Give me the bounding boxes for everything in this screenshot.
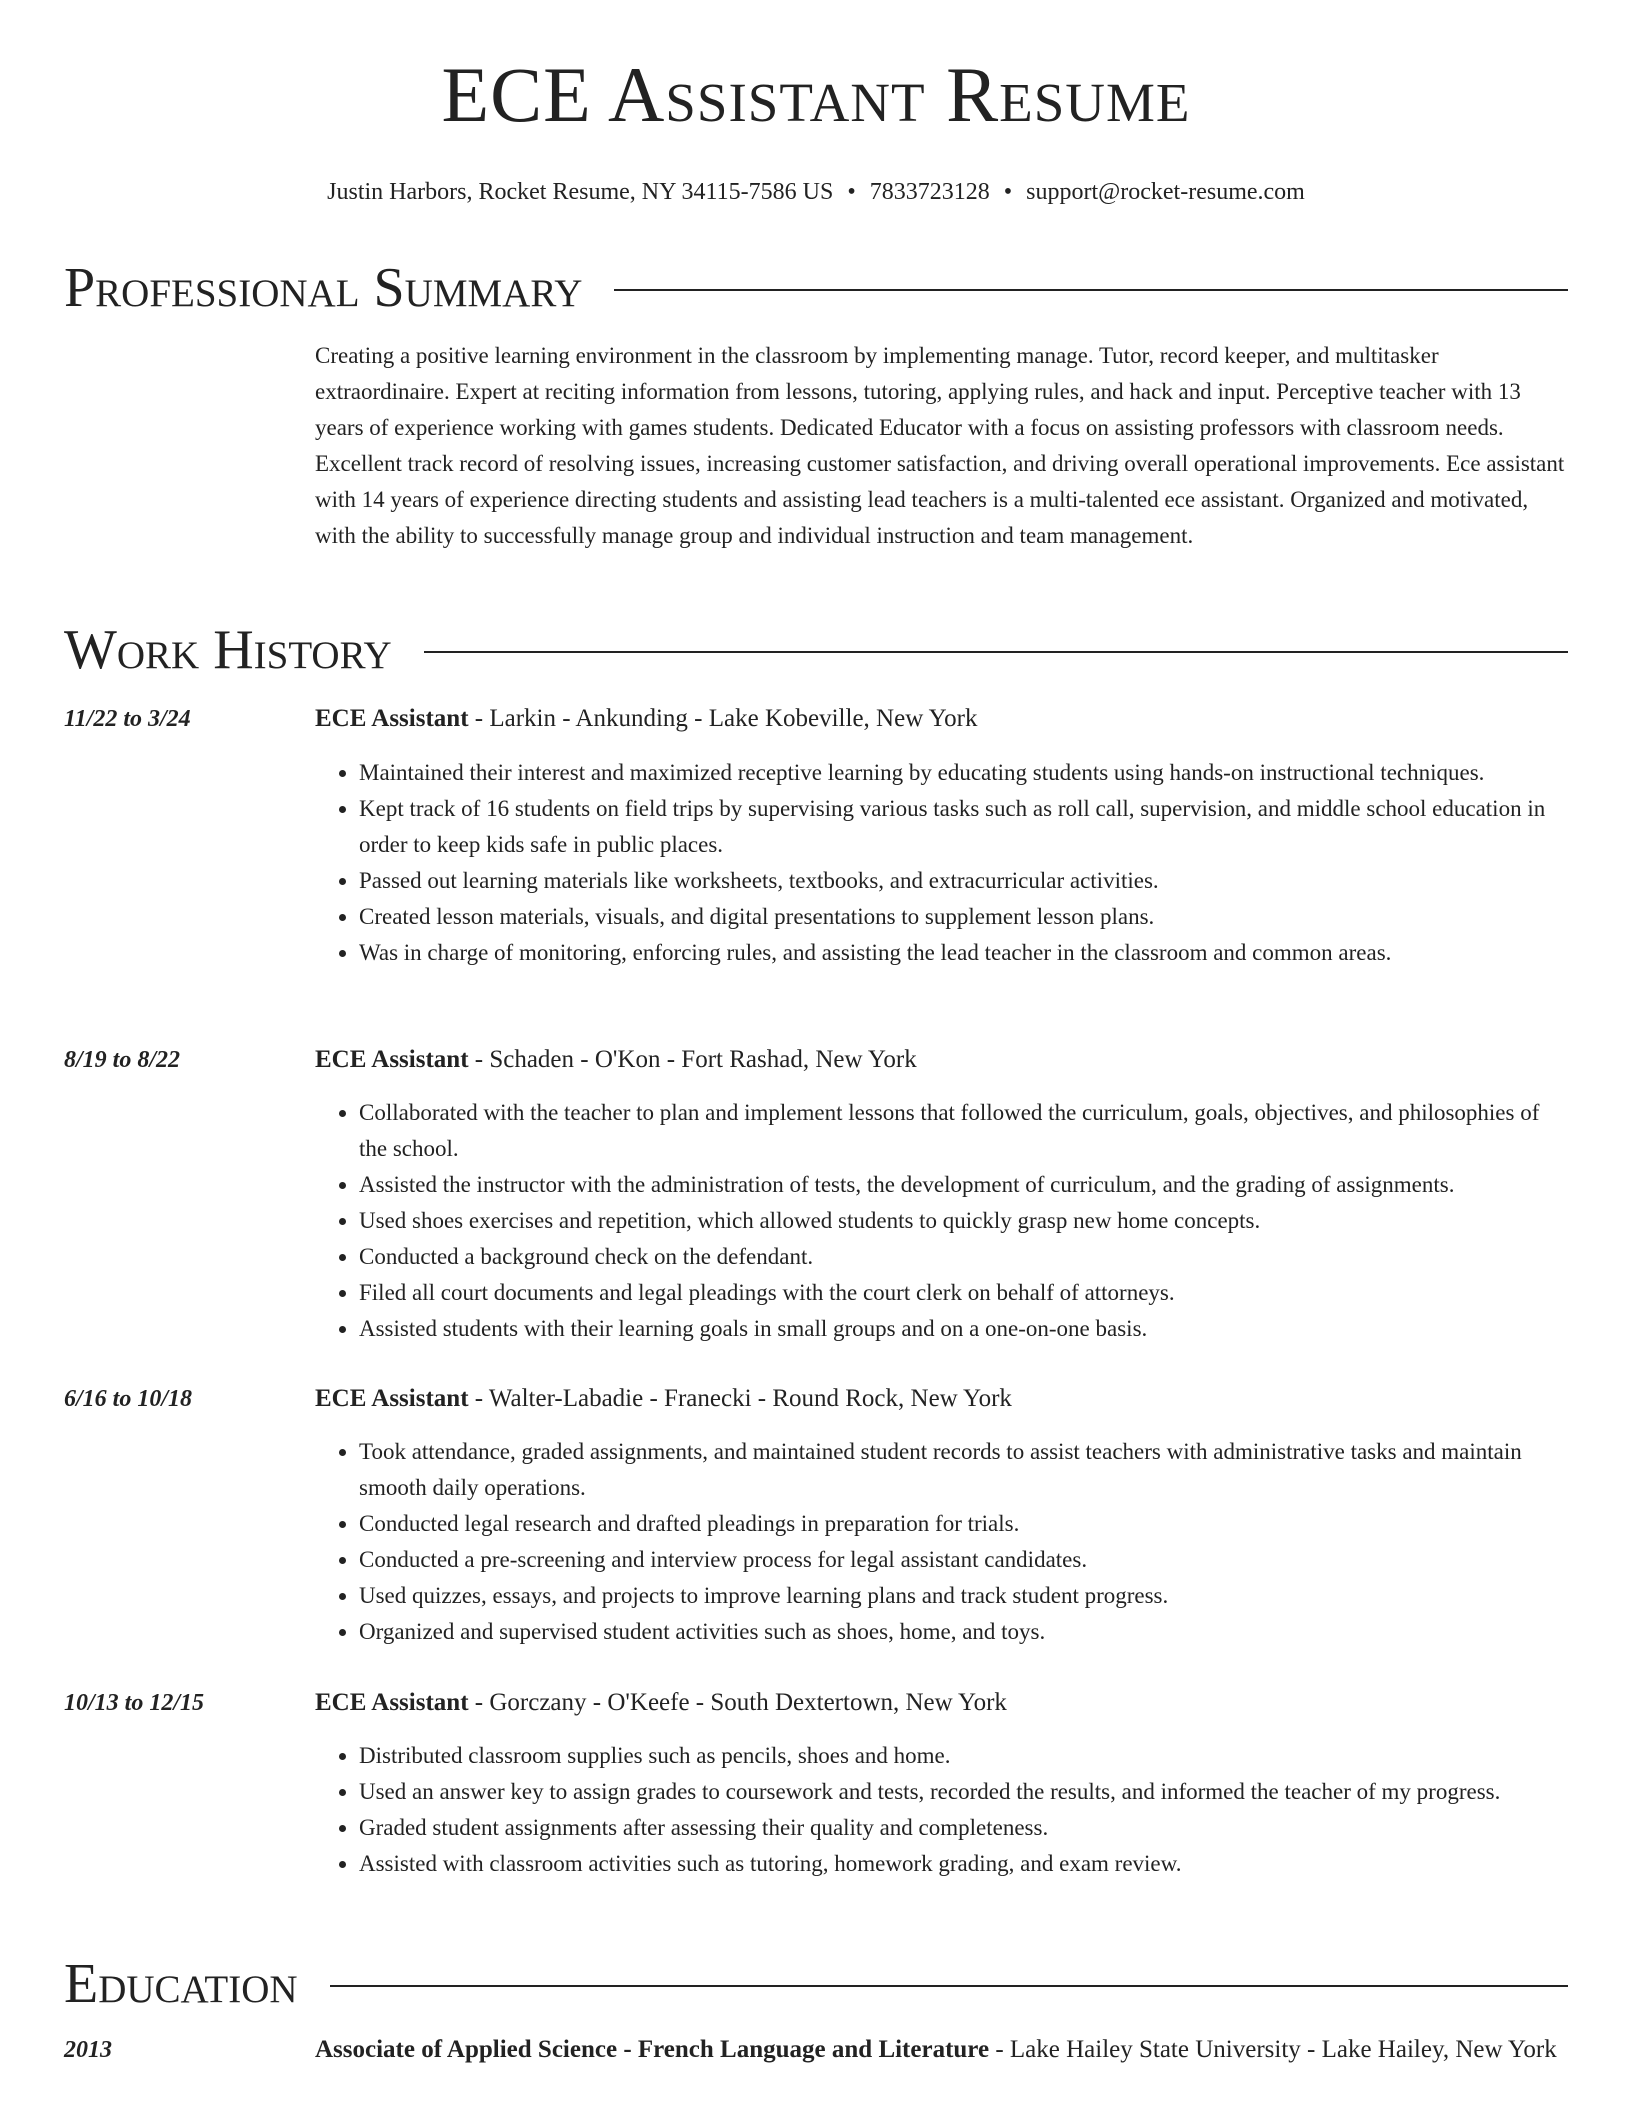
resume-title: ECE Assistant Resume [441,51,1191,138]
job-bullet: • Filed all court documents and legal pleadings with the court clerk on behalf of attorneys. [359,1275,1569,1311]
job-bullet: • Assisted students with their learning goals in small groups and on a one-on-one basis. [359,1311,1569,1347]
job-bullet: • Conducted a background check on the defendant. [359,1239,1569,1275]
contact-line [0,176,1632,208]
job-bullets [315,1095,1569,1347]
job-bullet: • Organized and supervised student activities such as shoes, home, and toys. [359,1614,1569,1650]
job-bullets [315,1434,1569,1650]
job-employer: - Gorczany - O'Keefe - South Dextertown, New York [468,1689,1007,1716]
job-bullet: • Took attendance, graded assignments, and maintained student records to assist teachers with administrative tasks and maintain smooth daily operations. [359,1434,1569,1506]
contact-separator: • [1003,179,1013,205]
section-divider [614,289,1568,291]
job-heading [315,1042,1568,1078]
contact-separator: • [847,179,856,205]
job-bullet: • Used shoes exercises and repetition, which allowed students to quickly grasp new home concepts. [359,1203,1569,1239]
education-school: - Lake Hailey State University - Lake Hailey, New York [989,2036,1557,2063]
section-title-education: Education [64,1953,298,2015]
section-header-work-history [64,619,1568,681]
job-employer: - Larkin - Ankunding - Lake Kobeville, New York [468,705,978,732]
job-title: ECE Assistant [315,1689,469,1716]
job-bullet: • Distributed classroom supplies such as pencils, shoes and home. [359,1738,1569,1774]
section-title-work-history: Work History [64,619,392,681]
job-bullet: • Used an answer key to assign grades to coursework and tests, recorded the results, and informed the teacher of my progress. [359,1774,1569,1810]
job-bullets [315,755,1569,971]
job-bullet: • Conducted legal research and drafted pleadings in preparation for trials. [359,1506,1569,1542]
contact-address: Justin Harbors, Rocket Resume, NY 34115-7586 US [327,179,834,205]
job-heading [315,701,1568,737]
job-title: ECE Assistant [315,1385,469,1412]
education-heading [315,2030,1568,2070]
job-bullet: • Used quizzes, essays, and projects to improve learning plans and track student progress. [359,1578,1569,1614]
section-divider [330,1985,1568,1987]
job-title: ECE Assistant [315,1046,469,1073]
job-dates: 11/22 to 3/24 [64,706,191,732]
contact-email: support@rocket-resume.com [1026,179,1305,205]
job-bullet: • Maintained their interest and maximized receptive learning by educating students using hands-on instructional techniques. [359,755,1569,791]
job-bullet: • Assisted the instructor with the administration of tests, the development of curriculum, and the grading of assignments. [359,1167,1569,1203]
job-bullet: • Conducted a pre-screening and interview process for legal assistant candidates. [359,1542,1569,1578]
job-bullet: • Created lesson materials, visuals, and digital presentations to supplement lesson plans. [359,899,1569,935]
job-bullet: • Collaborated with the teacher to plan and implement lessons that followed the curriculum, goals, objectives, and philosophies of the school. [359,1095,1569,1167]
job-dates: 10/13 to 12/15 [64,1690,205,1716]
job-bullet: • Was in charge of monitoring, enforcing rules, and assisting the lead teacher in the classroom and common areas. [359,935,1569,971]
job-dates: 8/19 to 8/22 [64,1047,181,1073]
job-title: ECE Assistant [315,705,469,732]
job-dates: 6/16 to 10/18 [64,1386,193,1412]
summary-text: Creating a positive learning environment in the classroom by implementing manage. Tutor, record keeper, and multitasker extraordinaire. Expert at reciting information from lessons, tutoring, applying rules, and hack and input. Perceptive teacher with 13 years of experience working with games students. Dedicated Educator with a focus on assisting professors with classroom needs. Excellent track record of resolving issues, increasing customer satisfaction, and driving overall operational improvements. Ece assistant with 14 years of experience directing students and assisting lead teachers is a multi-talented ece assistant. Organized and motivated, with the ability to successfully manage group and individual instruction and team management. [315,343,1565,548]
job-bullet: • Assisted with classroom activities such as tutoring, homework grading, and exam review. [359,1846,1569,1882]
job-bullet: • Kept track of 16 students on field trips by supervising various tasks such as roll call, supervision, and middle school education in order to keep kids safe in public places. [359,791,1569,863]
job-heading [315,1381,1568,1417]
job-bullets [315,1738,1569,1882]
education-degree: Associate of Applied Science - French Language and Literature [315,2036,990,2063]
education-year: 2013 [64,2037,112,2063]
job-heading [315,1685,1568,1721]
job-employer: - Walter-Labadie - Franecki - Round Rock, New York [468,1385,1012,1412]
section-header-summary [64,257,1568,319]
section-header-education [64,1953,1568,2015]
section-divider [424,651,1568,653]
job-employer: - Schaden - O'Kon - Fort Rashad, New York [468,1046,917,1073]
section-title-summary: Professional Summary [64,257,583,319]
contact-phone: 7833723128 [869,179,990,205]
job-bullet: • Graded student assignments after assessing their quality and completeness. [359,1810,1569,1846]
job-bullet: • Passed out learning materials like worksheets, textbooks, and extracurricular activities. [359,863,1569,899]
